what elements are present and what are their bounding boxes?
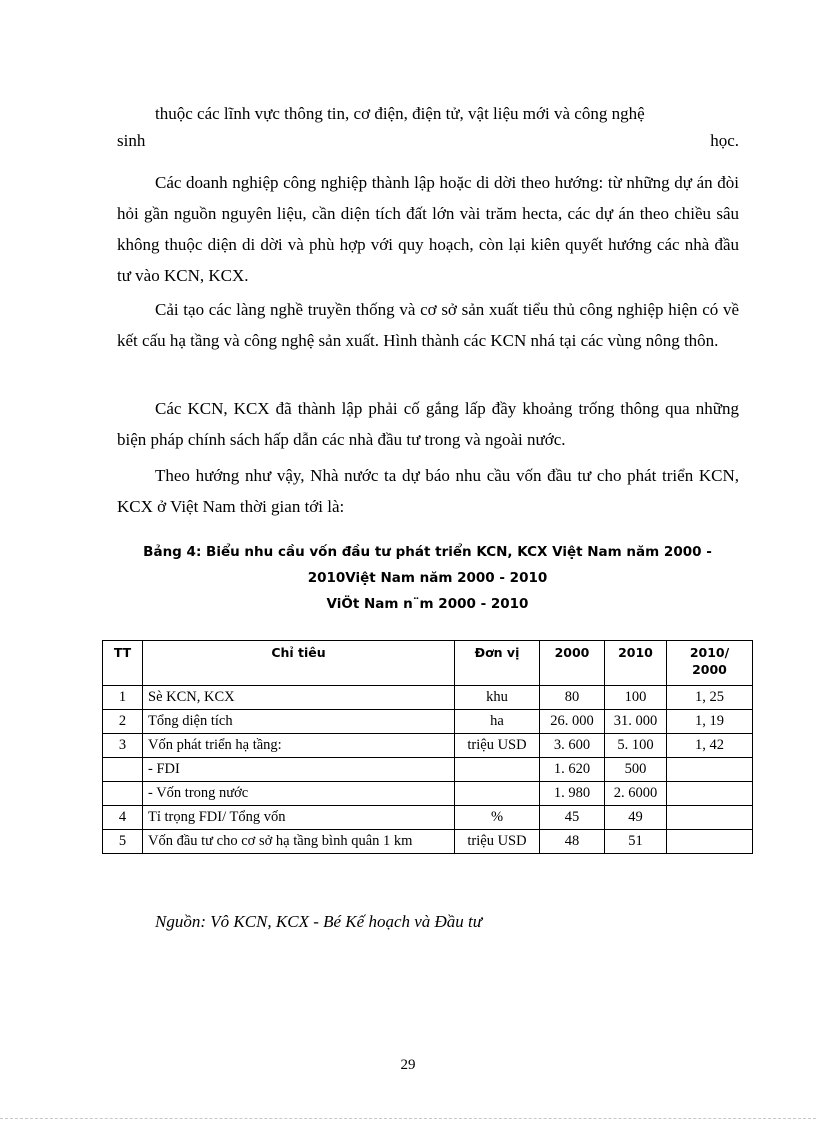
table-row bbox=[103, 782, 753, 806]
cell-chi-tieu: Tổng diện tích bbox=[143, 710, 455, 734]
investment-table bbox=[102, 640, 753, 854]
cell-2010: 100 bbox=[605, 686, 667, 710]
cell-tt: 3 bbox=[103, 734, 143, 758]
paragraph-5: Theo hướng như vậy, Nhà nước ta dự báo nhu cầu vốn đầu tư cho phát triển KCN, KCX ở Việt Nam thời gian tới là: bbox=[117, 466, 739, 516]
cell-chi-tieu: Tỉ trọng FDI/ Tổng vốn bbox=[143, 806, 455, 830]
table-row bbox=[103, 686, 753, 710]
cell-2010: 51 bbox=[605, 830, 667, 854]
cell-2000: 1. 620 bbox=[540, 758, 605, 782]
caption-line-1: Bảng 4: Biểu nhu cầu vốn đầu tư phát triển KCN, KCX Việt Nam năm 2000 - bbox=[143, 544, 712, 560]
cell-2010: 2. 6000 bbox=[605, 782, 667, 806]
cell-don-vi bbox=[455, 782, 540, 806]
cell-2000: 45 bbox=[540, 806, 605, 830]
cell-ratio: 1, 25 bbox=[667, 686, 753, 710]
cell-2010: 49 bbox=[605, 806, 667, 830]
word-sinh: sinh bbox=[117, 131, 146, 150]
cell-tt: 5 bbox=[103, 830, 143, 854]
cell-tt: 1 bbox=[103, 686, 143, 710]
cell-don-vi: khu bbox=[455, 686, 540, 710]
cell-don-vi: triệu USD bbox=[455, 830, 540, 854]
word-hoc: học. bbox=[710, 131, 739, 150]
paragraph-3: Cải tạo các làng nghề truyền thống và cơ sở sản xuất tiểu thủ công nghiệp hiện có về kết cấu hạ tầng và công nghệ sản xuất. Hình thành các KCN nhá tại các vùng nông thôn. bbox=[117, 300, 739, 350]
cell-ratio bbox=[667, 806, 753, 830]
cell-chi-tieu: - Vốn trong nước bbox=[143, 782, 455, 806]
table-header-row bbox=[103, 641, 753, 686]
cell-tt bbox=[103, 782, 143, 806]
paragraph-2: Các doanh nghiệp công nghiệp thành lập hoặc di dời theo hướng: từ những dự án đòi hỏi gần nguồn nguyên liệu, cần diện tích đất lớn vài trăm hecta, các dự án theo chiều sâu không thuộc diện di dời và phù hợp với quy hoạch, còn lại kiên quyết hướng các nhà đầu tư vào KCN, KCX. bbox=[117, 173, 739, 285]
caption-line-3: ViÖt Nam n¨m 2000 - 2010 bbox=[326, 596, 529, 612]
cell-2010: 5. 100 bbox=[605, 734, 667, 758]
page-bottom-divider bbox=[0, 1118, 816, 1119]
cell-ratio bbox=[667, 830, 753, 854]
table-row bbox=[103, 758, 753, 782]
cell-tt: 2 bbox=[103, 710, 143, 734]
table-row bbox=[103, 710, 753, 734]
cell-2000: 3. 600 bbox=[540, 734, 605, 758]
table-row bbox=[103, 734, 753, 758]
cell-don-vi: triệu USD bbox=[455, 734, 540, 758]
paragraph-4: Các KCN, KCX đã thành lập phải cố gắng lấp đầy khoảng trống thông qua những biện pháp chính sách hấp dẫn các nhà đầu tư trong và ngoài nước. bbox=[117, 399, 739, 449]
cell-ratio: 1, 42 bbox=[667, 734, 753, 758]
cell-chi-tieu: Sè KCN, KCX bbox=[143, 686, 455, 710]
cell-2000: 1. 980 bbox=[540, 782, 605, 806]
cell-2000: 80 bbox=[540, 686, 605, 710]
cell-2000: 26. 000 bbox=[540, 710, 605, 734]
header-tt: TT bbox=[103, 641, 143, 686]
header-don-vi: Đơn vị bbox=[455, 641, 540, 686]
cell-2010: 31. 000 bbox=[605, 710, 667, 734]
cell-ratio bbox=[667, 758, 753, 782]
table-row bbox=[103, 830, 753, 854]
cell-ratio bbox=[667, 782, 753, 806]
header-ratio: 2010/ 2000 bbox=[667, 641, 753, 686]
caption-line-2: 2010Việt Nam năm 2000 - 2010 bbox=[307, 570, 548, 586]
table-caption bbox=[100, 539, 755, 617]
cell-2010: 500 bbox=[605, 758, 667, 782]
table-row bbox=[103, 806, 753, 830]
page-number: 29 bbox=[400, 1057, 416, 1073]
paragraph-1-line-1: thuộc các lĩnh vực thông tin, cơ điện, điện tử, vật liệu mới và công nghệ bbox=[155, 104, 645, 123]
cell-don-vi: ha bbox=[455, 710, 540, 734]
cell-chi-tieu: - FDI bbox=[143, 758, 455, 782]
header-chi-tieu: Chỉ tiêu bbox=[143, 641, 455, 686]
cell-chi-tieu: Vốn phát triển hạ tầng: bbox=[143, 734, 455, 758]
cell-don-vi bbox=[455, 758, 540, 782]
cell-chi-tieu: Vốn đầu tư cho cơ sở hạ tầng bình quân 1 km bbox=[143, 830, 455, 854]
cell-tt bbox=[103, 758, 143, 782]
cell-don-vi: % bbox=[455, 806, 540, 830]
header-2010: 2010 bbox=[605, 641, 667, 686]
cell-tt: 4 bbox=[103, 806, 143, 830]
source-note: Nguồn: Vô KCN, KCX - Bé Kế hoạch và Đầu tư bbox=[155, 912, 483, 931]
cell-2000: 48 bbox=[540, 830, 605, 854]
header-2000: 2000 bbox=[540, 641, 605, 686]
cell-ratio: 1, 19 bbox=[667, 710, 753, 734]
